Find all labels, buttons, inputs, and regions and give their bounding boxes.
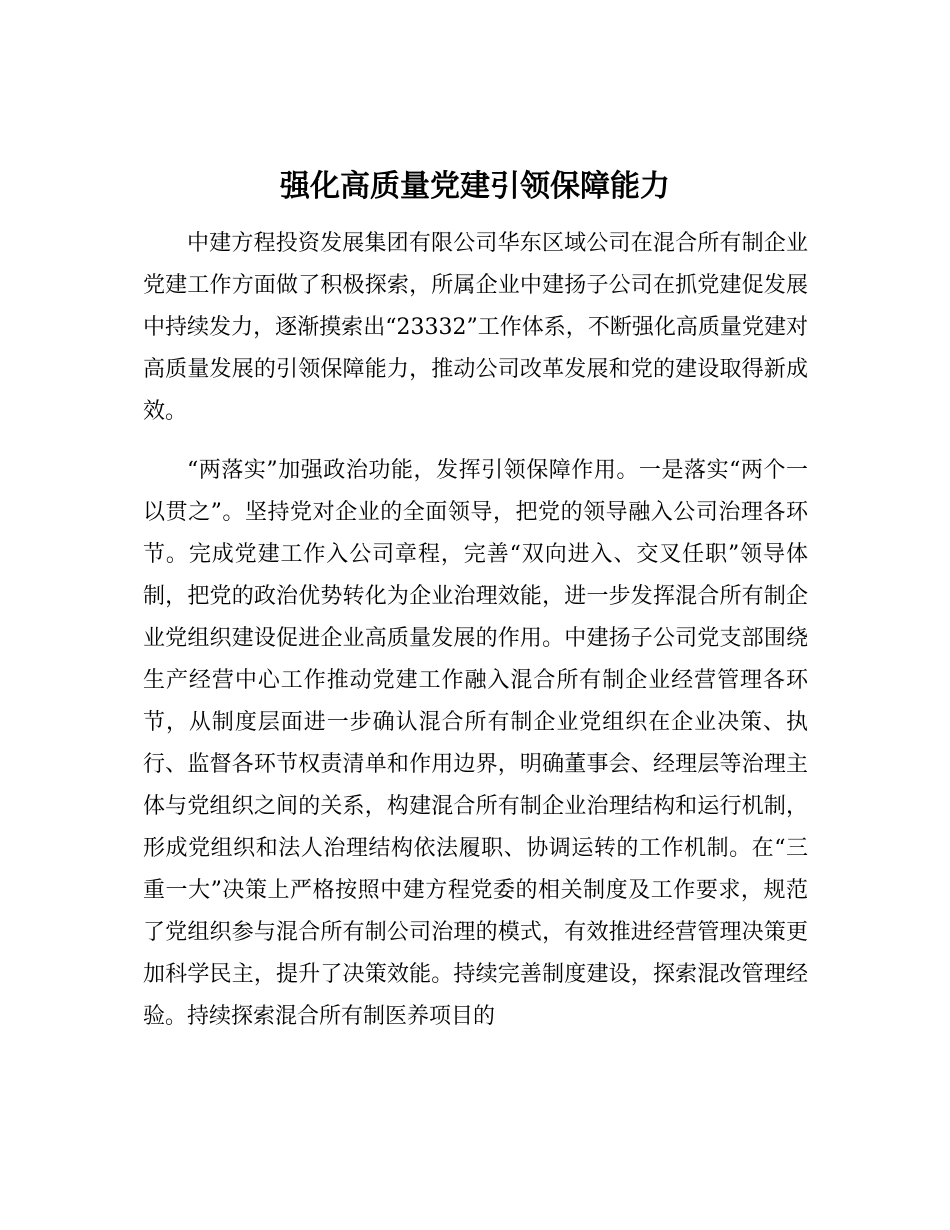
paragraph-two-implementations: “两落实”加强政治功能，发挥引领保障作用。一是落实“两个一以贯之”。坚持党对企业的全面领导，把党的领导融入公司治理各环节。完成党建工作入公司章程，完善“双向进入、交叉任职”领导体制，把党的政治优势转化为企业治理效能，进一步发挥混合所有制企业党组织建设促进企业高质量发展的作用。中建扬子公司党支部围绕生产经营中心工作推动党建工作融入混合所有制企业经营管理各环节，从制度层面进一步确认混合所有制企业党组织在企业决策、执行、监督各环节权责清单和作用边界，明确董事会、经理层等治理主体与党组织之间的关系，构建混合所有制企业治理结构和运行机制，形成党组织和法人治理结构依法履职、协调运转的工作机制。在“三重一大”决策上严格按照中建方程党委的相关制度及工作要求，规范了党组织参与混合所有制公司治理的模式，有效推进经营管理决策更加科学民主，提升了决策效能。持续完善制度建设，探索混改管理经验。持续探索混合所有制医养项目的: [143, 458, 808, 1029]
document-title: 强化高质量党建引领保障能力: [280, 169, 670, 204]
paragraph-intro: 中建方程投资发展集团有限公司华东区域公司在混合所有制企业党建工作方面做了积极探索，所属企业中建扬子公司在抓党建促发展中持续发力，逐渐摸索出“23332”工作体系，不断强化高质量党建对高质量发展的引领保障能力，推动公司改革发展和党的建设取得新成效。: [143, 231, 808, 424]
